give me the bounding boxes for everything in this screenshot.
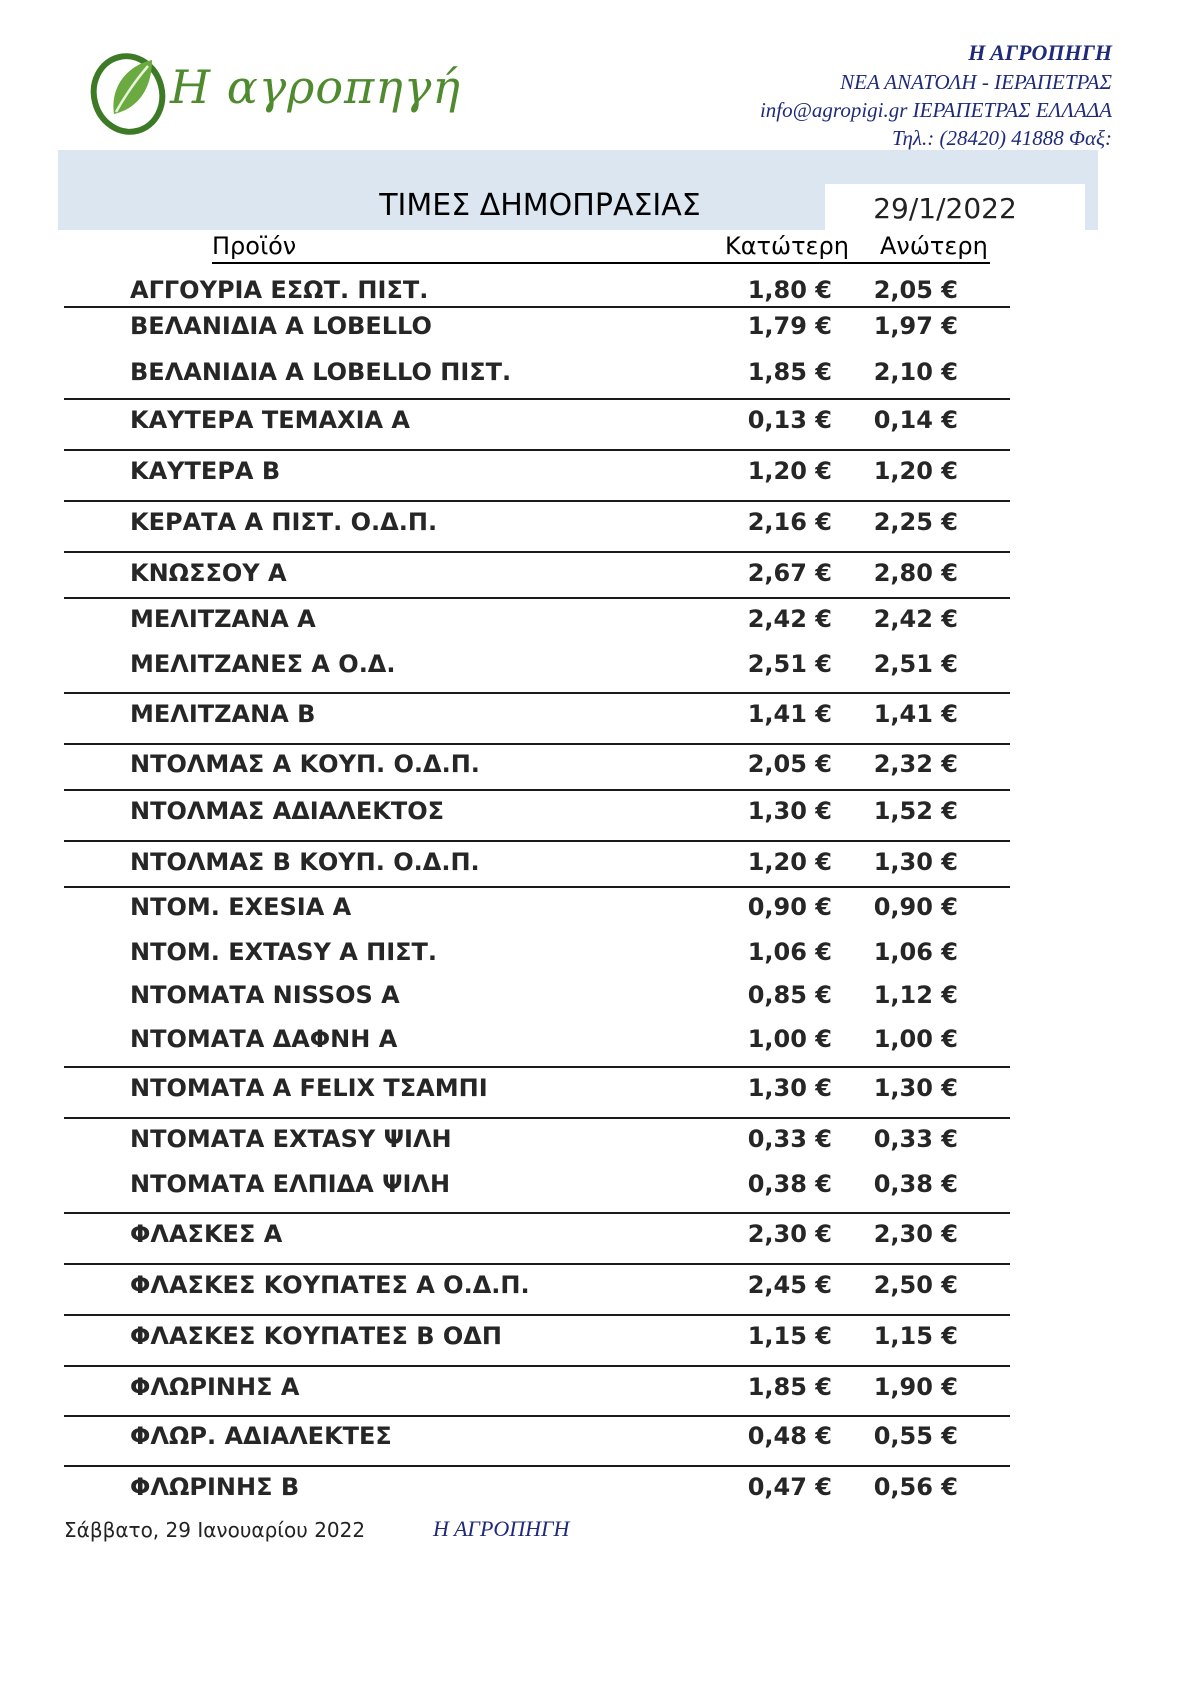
product-name: ΝΤΟΜ. EXTASY Α ΠΙΣΤ. <box>130 938 438 966</box>
row-divider <box>64 500 1010 502</box>
high-price: 1,97 € <box>873 312 958 340</box>
low-price: 0,38 € <box>747 1170 832 1198</box>
leaf-logo-icon <box>86 48 176 138</box>
low-price: 1,20 € <box>747 848 832 876</box>
footer-company: Η ΑΓΡΟΠΗΓΗ <box>433 1516 570 1541</box>
footer-date: Σάββατο, 29 Ιανουαρίου 2022 <box>64 1518 366 1542</box>
row-divider <box>64 1465 1010 1467</box>
product-name: ΦΛΑΣΚΕΣ ΚΟΥΠΑΤΕΣ Α Ο.Δ.Π. <box>130 1271 530 1299</box>
high-price: 0,90 € <box>873 893 958 921</box>
table-row <box>0 1125 1200 1155</box>
row-divider <box>64 743 1010 745</box>
product-name: ΝΤΟΜΑΤΑ EXTASY ΨΙΛΗ <box>130 1125 452 1153</box>
low-price: 1,85 € <box>747 358 832 386</box>
company-address: ΝΕΑ ΑΝΑΤΟΛΗ - ΙΕΡΑΠΕΤΡΑΣ <box>840 70 1112 94</box>
product-name: ΒΕΛΑΝΙΔΙΑ Α LOBELLO <box>130 312 432 340</box>
low-price: 0,47 € <box>747 1473 832 1501</box>
low-price: 2,67 € <box>747 559 832 587</box>
table-row <box>0 508 1200 538</box>
high-price: 1,30 € <box>873 1074 958 1102</box>
table-row <box>0 1170 1200 1200</box>
low-price: 1,00 € <box>747 1025 832 1053</box>
product-name: ΝΤΟΜΑΤΑ ΔΑΦΝΗ Α <box>130 1025 398 1053</box>
high-price: 2,25 € <box>873 508 958 536</box>
high-price: 2,80 € <box>873 559 958 587</box>
high-price: 2,30 € <box>873 1220 958 1248</box>
product-name: ΝΤΟΛΜΑΣ Α ΚΟΥΠ. Ο.Δ.Π. <box>130 750 480 778</box>
high-price: 1,00 € <box>873 1025 958 1053</box>
product-name: ΦΛΩΡΙΝΗΣ Α <box>130 1373 300 1401</box>
table-row <box>0 750 1200 780</box>
low-price: 1,41 € <box>747 700 832 728</box>
product-name: ΦΛΑΣΚΕΣ Α <box>130 1220 283 1248</box>
low-price: 2,30 € <box>747 1220 832 1248</box>
high-price: 1,06 € <box>873 938 958 966</box>
table-row <box>0 938 1200 968</box>
low-price: 1,85 € <box>747 1373 832 1401</box>
product-name: ΜΕΛΙΤΖΑΝΑ Α <box>130 605 316 633</box>
high-price: 0,56 € <box>873 1473 958 1501</box>
product-name: ΝΤΟΛΜΑΣ Β ΚΟΥΠ. Ο.Δ.Π. <box>130 848 480 876</box>
row-divider <box>64 1263 1010 1265</box>
table-row <box>0 605 1200 635</box>
table-row <box>0 559 1200 589</box>
column-header-product: Προϊόν <box>212 232 297 260</box>
product-name: ΚΝΩΣΣΟΥ Α <box>130 559 287 587</box>
product-name: ΚΑΥΤΕΡΑ ΤΕΜΑΧΙΑ Α <box>130 406 410 434</box>
low-price: 2,05 € <box>747 750 832 778</box>
table-row <box>0 650 1200 680</box>
table-row <box>0 406 1200 436</box>
company-name: Η ΑΓΡΟΠΗΓΗ <box>968 40 1112 65</box>
product-name: ΝΤΟΜ. EXESIA Α <box>130 893 352 921</box>
table-row <box>0 358 1200 388</box>
high-price: 1,15 € <box>873 1322 958 1350</box>
low-price: 2,16 € <box>747 508 832 536</box>
row-divider <box>64 886 1010 888</box>
high-price: 2,51 € <box>873 650 958 678</box>
row-divider <box>64 1365 1010 1367</box>
header-underline <box>212 262 990 264</box>
high-price: 1,12 € <box>873 981 958 1009</box>
product-name: ΚΑΥΤΕΡΑ Β <box>130 457 281 485</box>
low-price: 0,85 € <box>747 981 832 1009</box>
table-row <box>0 700 1200 730</box>
row-divider <box>64 840 1010 842</box>
row-divider <box>64 597 1010 599</box>
row-divider <box>64 1314 1010 1316</box>
high-price: 2,05 € <box>873 276 958 304</box>
table-row <box>0 893 1200 923</box>
table-row <box>0 1473 1200 1503</box>
product-name: ΒΕΛΑΝΙΔΙΑ Α LOBELLO ΠΙΣΤ. <box>130 358 512 386</box>
row-divider <box>64 1066 1010 1068</box>
table-row <box>0 1271 1200 1301</box>
logo-wordmark: Η αγροπηγή <box>170 60 461 114</box>
table-row <box>0 457 1200 487</box>
low-price: 0,48 € <box>747 1422 832 1450</box>
high-price: 1,20 € <box>873 457 958 485</box>
low-price: 1,15 € <box>747 1322 832 1350</box>
low-price: 1,80 € <box>747 276 832 304</box>
low-price: 0,33 € <box>747 1125 832 1153</box>
product-name: ΦΛΩΡ. ΑΔΙΑΛΕΚΤΕΣ <box>130 1422 392 1450</box>
row-divider <box>64 692 1010 694</box>
product-name: ΝΤΟΛΜΑΣ ΑΔΙΑΛΕΚΤΟΣ <box>130 797 445 825</box>
low-price: 1,79 € <box>747 312 832 340</box>
product-name: ΝΤΟΜΑΤΑ ΕΛΠΙΔΑ ΨΙΛΗ <box>130 1170 451 1198</box>
high-price: 1,30 € <box>873 848 958 876</box>
low-price: 0,13 € <box>747 406 832 434</box>
low-price: 2,45 € <box>747 1271 832 1299</box>
high-price: 0,38 € <box>873 1170 958 1198</box>
row-divider <box>64 306 1010 308</box>
table-row <box>0 797 1200 827</box>
low-price: 1,30 € <box>747 1074 832 1102</box>
table-row <box>0 981 1200 1011</box>
table-row <box>0 276 1200 306</box>
row-divider <box>64 1415 1010 1417</box>
row-divider <box>64 398 1010 400</box>
company-logo <box>86 48 461 138</box>
high-price: 2,42 € <box>873 605 958 633</box>
product-name: ΚΕΡΑΤΑ Α ΠΙΣΤ. Ο.Δ.Π. <box>130 508 438 536</box>
row-divider <box>64 551 1010 553</box>
high-price: 0,55 € <box>873 1422 958 1450</box>
product-name: ΦΛΑΣΚΕΣ ΚΟΥΠΑΤΕΣ Β ΟΔΠ <box>130 1322 502 1350</box>
column-header-high: Ανώτερη <box>880 232 988 260</box>
high-price: 2,10 € <box>873 358 958 386</box>
low-price: 2,42 € <box>747 605 832 633</box>
high-price: 2,32 € <box>873 750 958 778</box>
product-name: ΦΛΩΡΙΝΗΣ Β <box>130 1473 300 1501</box>
auction-date: 29/1/2022 <box>873 192 1017 225</box>
low-price: 1,30 € <box>747 797 832 825</box>
column-header-low: Κατώτερη <box>725 232 849 260</box>
product-name: ΜΕΛΙΤΖΑΝΑ Β <box>130 700 316 728</box>
low-price: 1,06 € <box>747 938 832 966</box>
product-name: ΜΕΛΙΤΖΑΝΕΣ Α Ο.Δ. <box>130 650 396 678</box>
high-price: 1,90 € <box>873 1373 958 1401</box>
high-price: 1,52 € <box>873 797 958 825</box>
table-row <box>0 848 1200 878</box>
low-price: 1,20 € <box>747 457 832 485</box>
product-name: ΑΓΓΟΥΡΙΑ ΕΣΩΤ. ΠΙΣΤ. <box>130 276 429 304</box>
high-price: 1,41 € <box>873 700 958 728</box>
product-name: ΝΤΟΜΑΤΑ Α FELIX ΤΣΑΜΠΙ <box>130 1074 488 1102</box>
row-divider <box>64 789 1010 791</box>
row-divider <box>64 1117 1010 1119</box>
table-row <box>0 1074 1200 1104</box>
low-price: 2,51 € <box>747 650 832 678</box>
high-price: 2,50 € <box>873 1271 958 1299</box>
high-price: 0,14 € <box>873 406 958 434</box>
table-row <box>0 1322 1200 1352</box>
company-info <box>760 38 1112 152</box>
table-row <box>0 1025 1200 1055</box>
product-name: ΝΤΟΜΑΤΑ NISSOS Α <box>130 981 400 1009</box>
row-divider <box>64 449 1010 451</box>
table-row <box>0 312 1200 342</box>
company-phone-line: Τηλ.: (28420) 41888 Φαξ: <box>891 126 1112 150</box>
row-divider <box>64 1212 1010 1214</box>
low-price: 0,90 € <box>747 893 832 921</box>
high-price: 0,33 € <box>873 1125 958 1153</box>
table-row <box>0 1220 1200 1250</box>
company-email-line: info@agropigi.gr ΙΕΡΑΠΕΤΡΑΣ ΕΛΛΑΔΑ <box>759 98 1112 122</box>
table-row <box>0 1422 1200 1452</box>
table-row <box>0 1373 1200 1403</box>
page-title: ΤΙΜΕΣ ΔΗΜΟΠΡΑΣΙΑΣ <box>379 188 701 223</box>
